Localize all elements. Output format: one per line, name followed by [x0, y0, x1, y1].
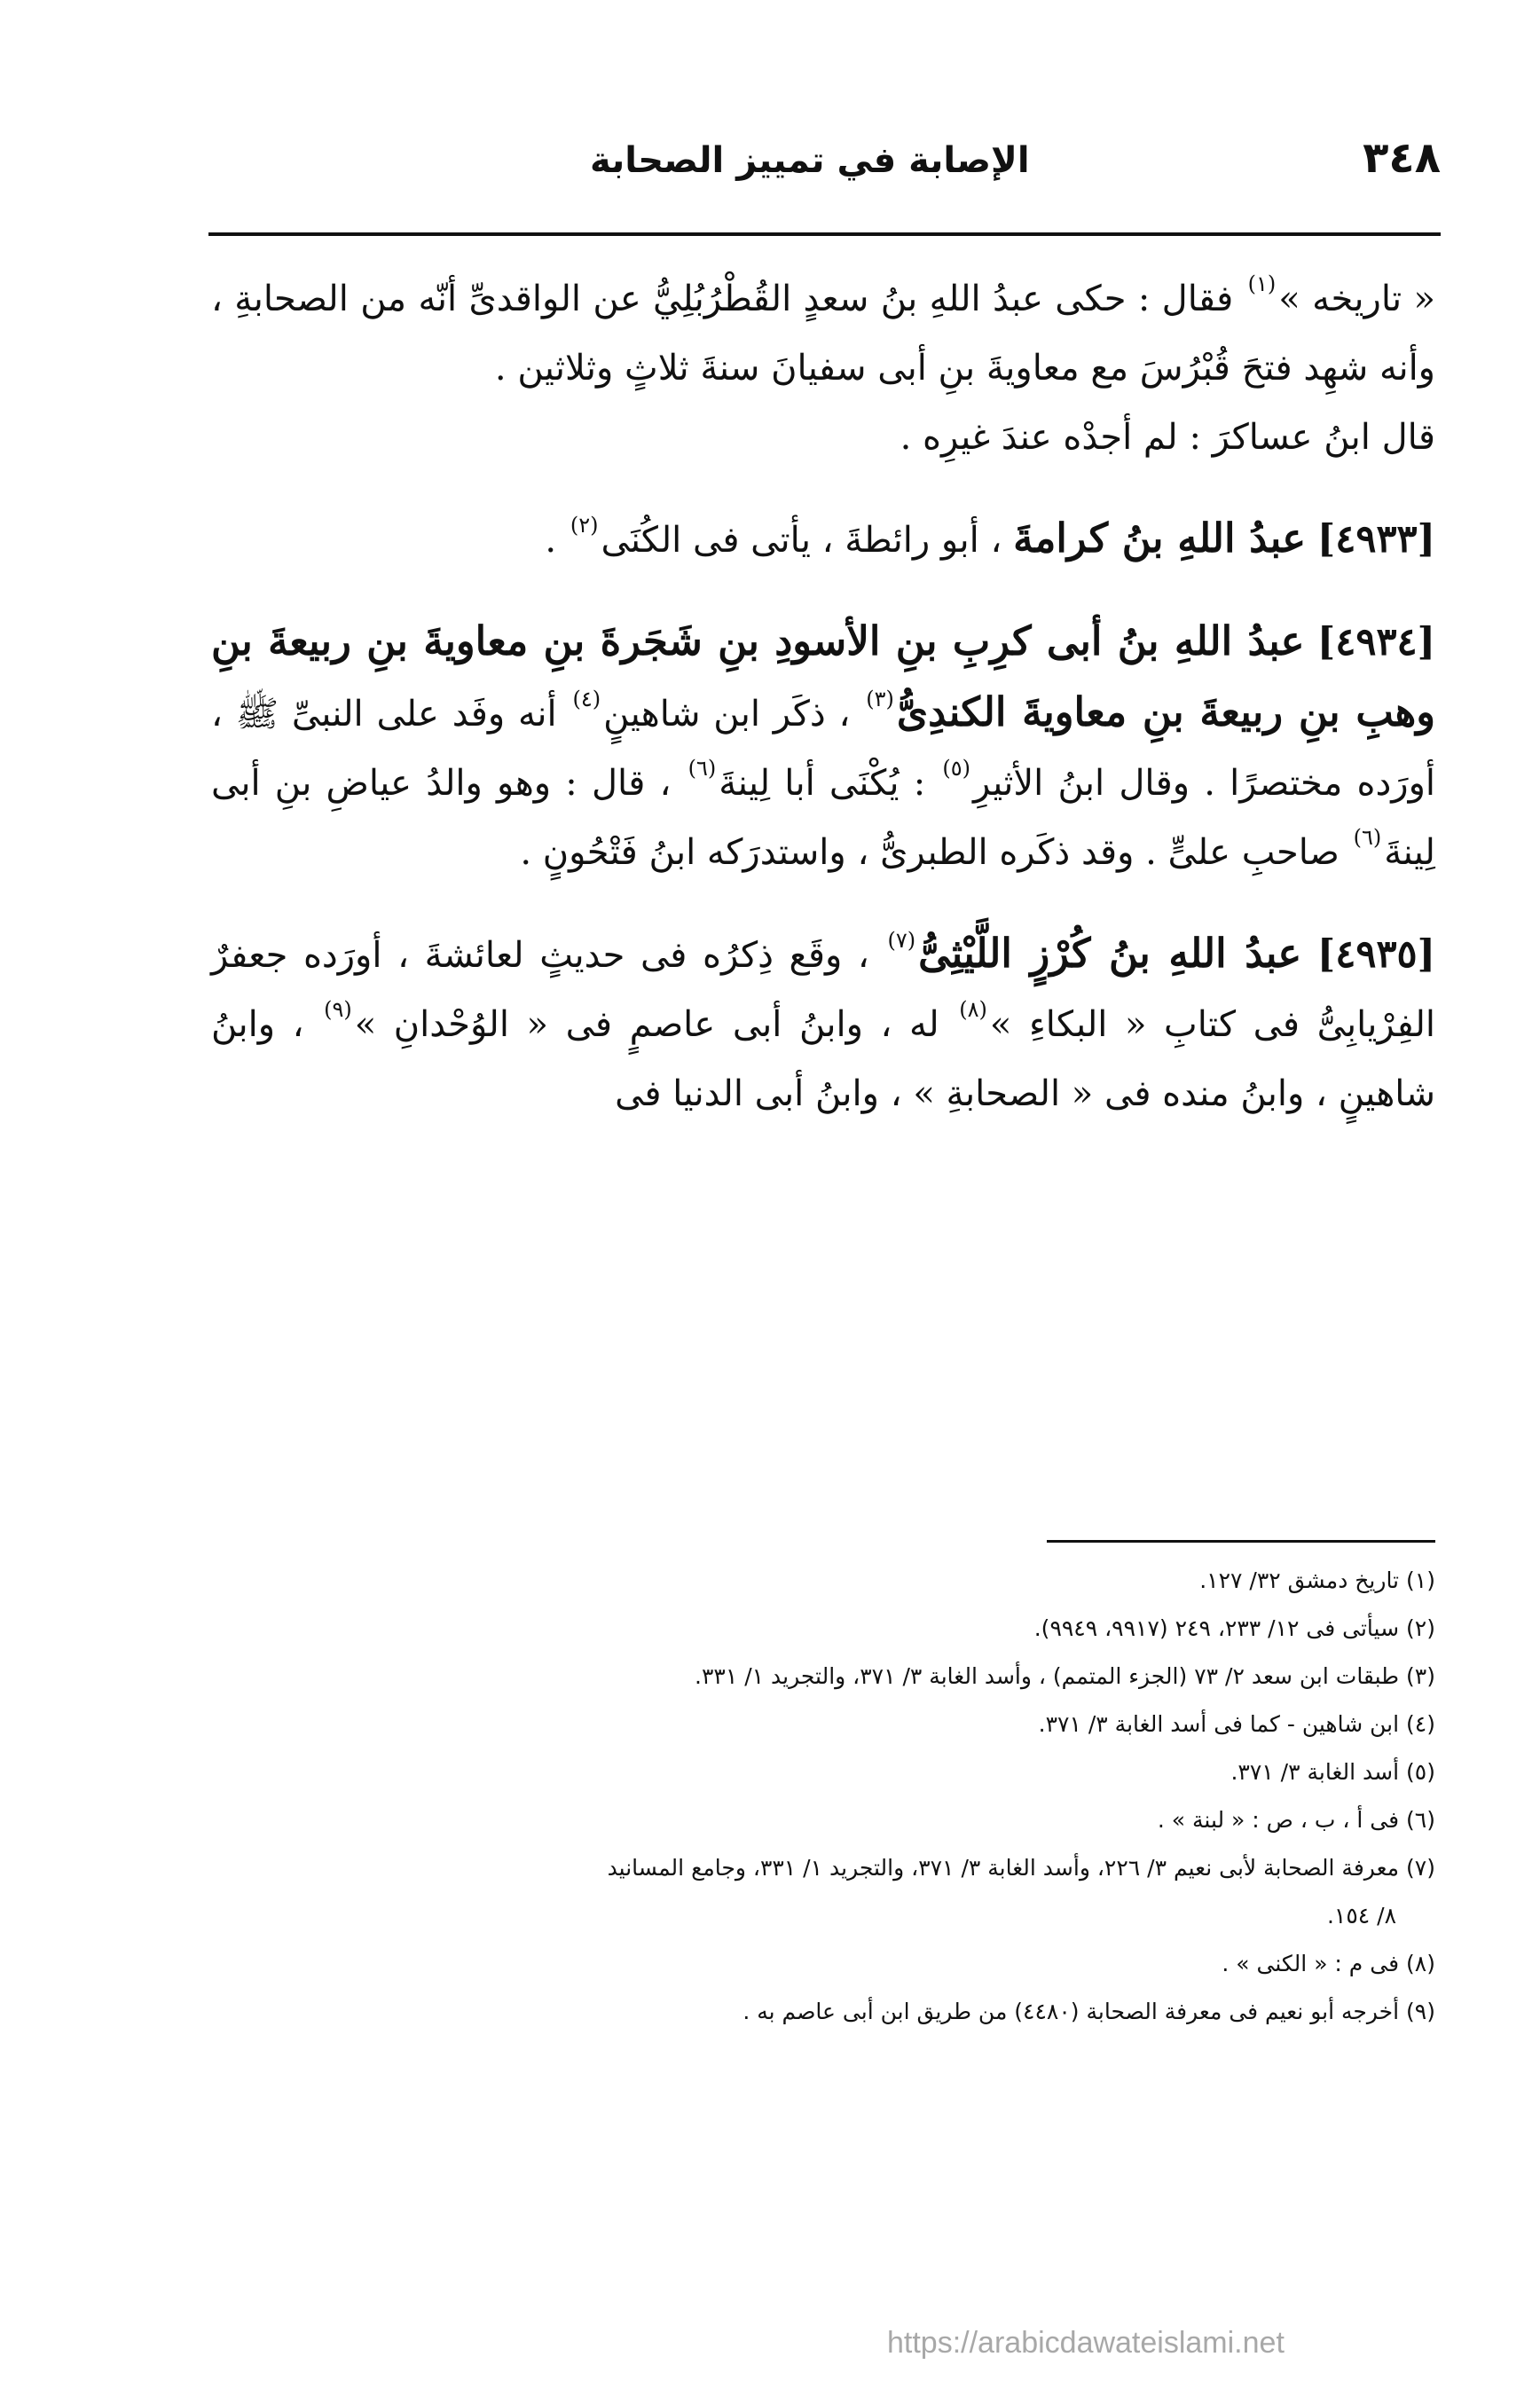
- entry-text: ، أبو رائطةَ ، يأتى فى الكُنَى: [601, 520, 1002, 561]
- footnote: [211, 1703, 1435, 1746]
- main-text: [211, 264, 1435, 1128]
- entry-text: .: [545, 520, 568, 561]
- footnote-ref: (٦): [1353, 825, 1382, 850]
- footnote-text: تاريخ دمشق ٣٢/ ١٢٧.: [1199, 1567, 1400, 1593]
- footnote-text: ابن شاهين - كما فى أسد الغابة ٣/ ٣٧١.: [1038, 1711, 1400, 1737]
- header-divider: [208, 232, 1441, 236]
- entry-name: عبدُ اللهِ بنُ أبى كرِبِ بنِ الأسودِ بنِ شَجَرةَ بنِ معاويةَ بنِ ربيعةَ بنِ وهبِ بنِ ربيعةَ بنِ معاويةَ الكندِىُّ: [211, 617, 1436, 735]
- footnote-number: (٢): [1406, 1615, 1435, 1641]
- intro-closing-text: قال ابنُ عساكرَ : لم أجدْه عندَ غيرِه .: [900, 417, 1435, 458]
- footnote: [211, 1991, 1435, 2033]
- entry-text: صاحبِ علىٍّ . وقد ذكَره الطبرىُّ ، واستدرَكه ابنُ فَتْحُونٍ .: [520, 832, 1340, 873]
- footnote-ref: (٧): [887, 928, 916, 953]
- entry-4934: [211, 607, 1435, 887]
- entry-number: [٤٩٣٤]: [1316, 620, 1436, 664]
- footnote-text: طبقات ابن سعد ٢/ ٧٣ (الجزء المتمم) ، وأسد الغابة ٣/ ٣٧١، والتجريد ١/ ٣٣١.: [695, 1663, 1400, 1689]
- footnote: [211, 1943, 1435, 1985]
- footnote: [211, 1655, 1435, 1698]
- footnote: [211, 1799, 1435, 1842]
- footnote-ref: (١): [1247, 271, 1277, 296]
- intro-paragraph: [211, 264, 1435, 403]
- entry-name: عبدُ اللهِ بنُ كُرْزٍ اللَّيْثِىُّ: [918, 930, 1302, 977]
- entry-text: له ، وابنُ أبى عاصمٍ فى « الوُحْدانِ »: [354, 1004, 939, 1045]
- footnote-number: (٦): [1406, 1807, 1435, 1833]
- intro-source: « تاريخه »: [1278, 279, 1435, 319]
- footnote-text: فى أ ، ب ، ص : « لبنة » .: [1157, 1807, 1400, 1833]
- footnote-separator: [1047, 1540, 1435, 1543]
- entry-number: [٤٩٣٣]: [1316, 517, 1435, 562]
- footnote-number: (٨): [1406, 1951, 1435, 1976]
- footnote-number: (٩): [1406, 1999, 1435, 2024]
- entry-text: ، ذكَر ابن شاهينٍ: [603, 694, 851, 735]
- footnote-number: (٤): [1406, 1711, 1435, 1737]
- intro-closing: [211, 403, 1435, 472]
- entry-number: [٤٩٣٥]: [1316, 932, 1436, 977]
- footnote-number: (٥): [1406, 1759, 1435, 1785]
- entry-text: أنه وفَد على النبىِّ ﷺ ، أورَده مختصرًا . وقال ابنُ الأثيرِ: [211, 694, 1436, 804]
- footnote: [211, 1559, 1435, 1602]
- footnote: [211, 1751, 1435, 1794]
- footnote-ref: (٨): [959, 997, 987, 1022]
- page-number: ٣٤٨: [1363, 133, 1441, 183]
- footnote-ref: (٤): [572, 687, 601, 711]
- footnote-text: أخرجه أبو نعيم فى معرفة الصحابة (٤٤٨٠) من طريق ابن أبى عاصم به .: [742, 1999, 1400, 2024]
- footnote-text: فى م : « الكنى » .: [1222, 1951, 1400, 1976]
- footnote-ref: (٩): [324, 997, 352, 1022]
- entry-text: ، وابنُ شاهينٍ ، وابنُ منده فى « الصحابةِ » ، وابنُ أبى الدنيا فى: [211, 1004, 1435, 1114]
- header-title: الإصابة في تمييز الصحابة: [590, 140, 1030, 181]
- entry-text: : يُكْنَى أبا لِينةَ: [719, 763, 926, 804]
- watermark-url: https://arabicdawateislami.net: [887, 2326, 1285, 2360]
- footnote-ref: (٢): [570, 513, 599, 538]
- entry-4935: [211, 919, 1435, 1128]
- footnote-number: (٧): [1406, 1855, 1435, 1881]
- running-header: [208, 133, 1441, 204]
- entry-text: ، وقَع ذِكرُه فى حديثٍ لعائشةَ ، أورَده جعفرٌ الفِرْيابِىُّ فى كتابِ « البكاءِ »: [211, 935, 1435, 1045]
- footnote-text: معرفة الصحابة لأبى نعيم ٣/ ٢٢٦، وأسد الغابة ٣/ ٣٧١، والتجريد ١/ ٣٣١، وجامع المسانيد: [607, 1855, 1400, 1881]
- footnote-continuation: [211, 1895, 1435, 1937]
- footnote-text: ٨/ ١٥٤.: [1326, 1903, 1396, 1929]
- footnote: [211, 1847, 1435, 1889]
- footnote-ref: (٥): [942, 756, 971, 781]
- footnote-text: أسد الغابة ٣/ ٣٧١.: [1230, 1759, 1400, 1785]
- intro-text: فقال : حكى عبدُ اللهِ بنُ سعدٍ القُطْرُبُلِيُّ عن الواقدىِّ أنّه من الصحابةِ ، وأنه شهِد فتحَ قُبْرُسَ مع معاويةَ بنِ أبى سفيانَ سنةَ ثلاثٍ وثلاثين .: [211, 279, 1435, 389]
- footnote-ref: (٦): [688, 756, 717, 781]
- footnote-ref: (٣): [866, 687, 894, 711]
- footnotes: [211, 1559, 1435, 2039]
- entry-text: ، قال : وهو والدُ عياضِ بنِ أبى لِينةَ: [211, 763, 1435, 873]
- entry-4933: [211, 504, 1435, 575]
- footnote: [211, 1607, 1435, 1650]
- entry-name: عبدُ اللهِ بنُ كرامةَ: [1013, 515, 1307, 562]
- footnote-number: (١): [1406, 1567, 1435, 1593]
- footnote-text: سيأتى فى ١٢/ ٢٣٣، ٢٤٩ (٩٩١٧، ٩٩٤٩).: [1033, 1615, 1400, 1641]
- footnote-number: (٣): [1406, 1663, 1435, 1689]
